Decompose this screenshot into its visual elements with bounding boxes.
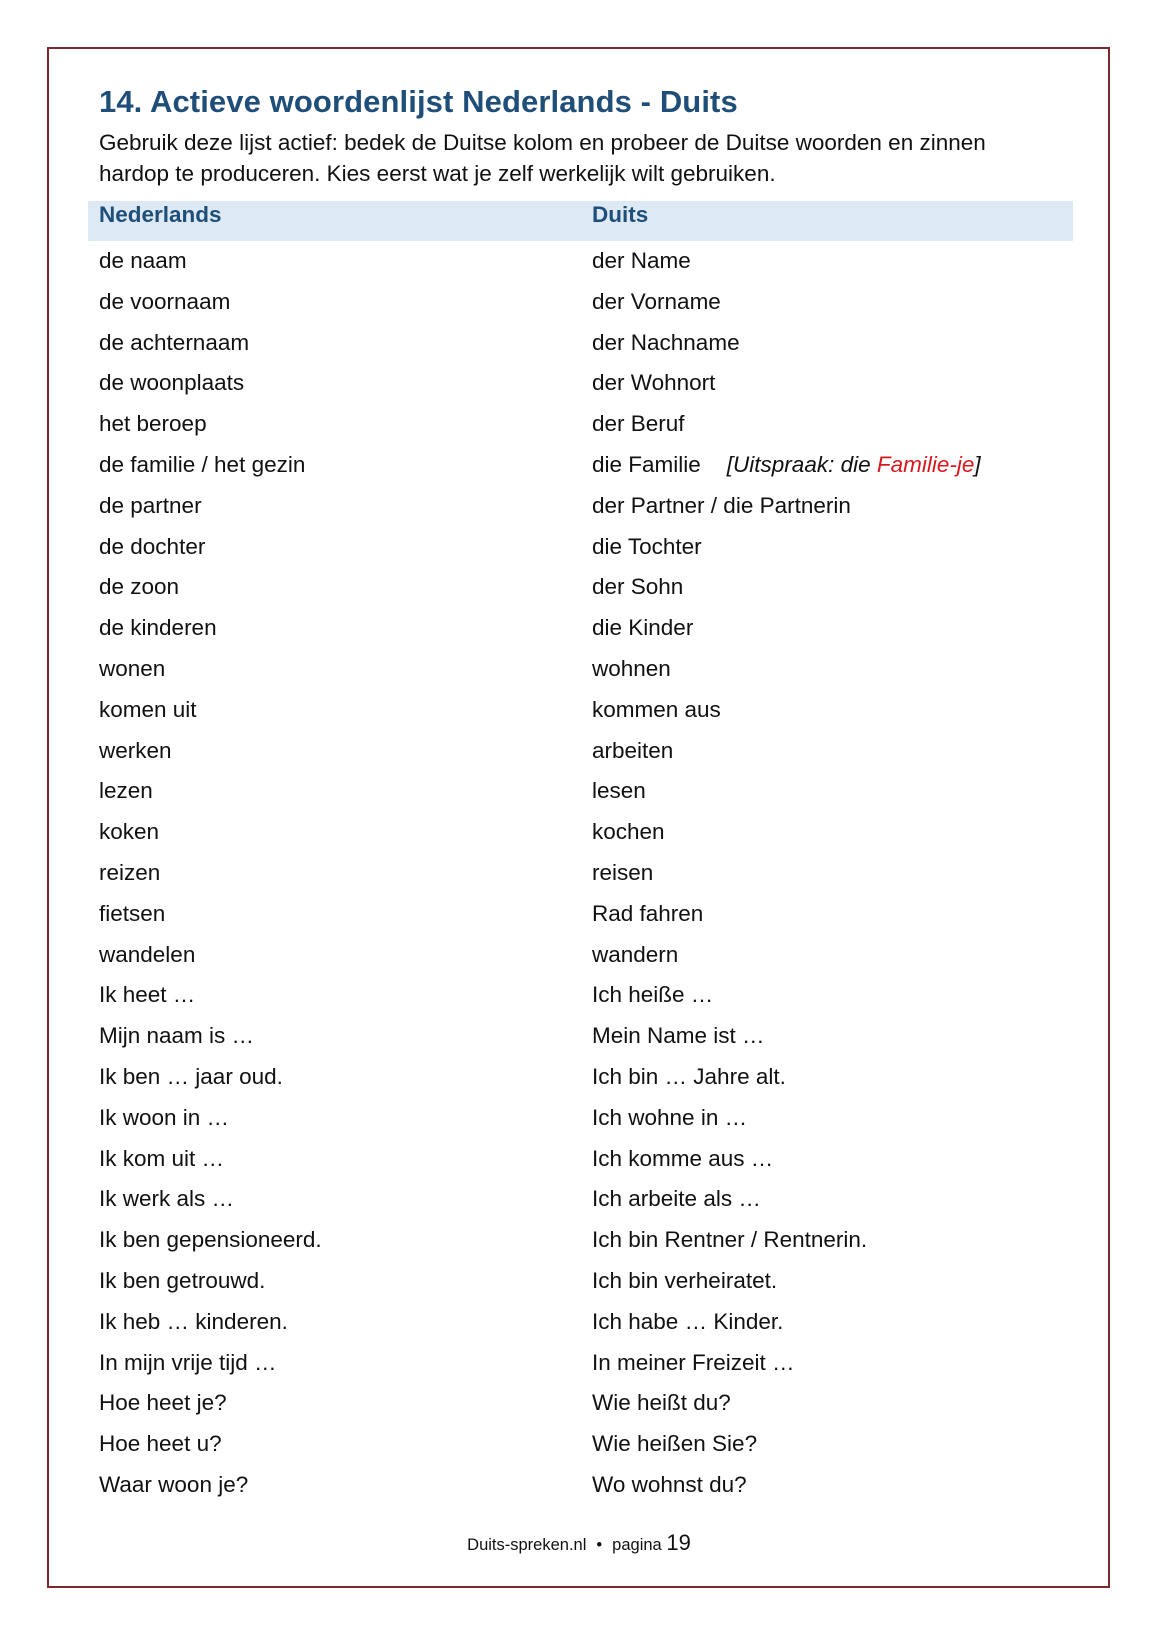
table-row [88,1383,1073,1424]
german-term-text: der Vorname [592,288,721,314]
dutch-term: wonen [99,655,166,681]
table-row [88,853,1073,894]
table-row [88,1424,1073,1465]
german-term-text: Ich wohne in … [592,1104,748,1130]
table-row [88,1261,1073,1302]
dutch-term: Mijn naam is … [99,1023,255,1049]
pronunciation-highlight: Familie-je [876,451,975,477]
table-row [88,404,1073,445]
german-term-text: Ich bin … Jahre alt. [592,1063,786,1089]
table-row [88,1139,1073,1180]
german-term-text: der Name [592,248,691,273]
german-term [592,241,691,281]
german-term-text: der Sohn [592,574,684,600]
dutch-term: Hoe heet u? [99,1431,222,1457]
german-term [592,1220,867,1260]
german-term [592,282,721,322]
german-term [592,1343,795,1383]
german-term-text: Wo wohnst du? [592,1471,747,1497]
intro-paragraph: Gebruik deze lijst actief: bedek de Duitse kolom en probeer de Duitse woorden en zinnen hardop te produceren. Kies eerst wat je zelf werkelijk wilt gebruiken. [99,130,986,186]
table-row [88,731,1073,772]
german-term-text: kochen [592,819,665,845]
footer-site: Duits-spreken.nl [467,1536,587,1554]
table-row [88,282,1073,323]
german-term [592,404,685,444]
german-term-text: wandern [592,941,679,967]
german-term [592,1302,783,1342]
german-term [592,1261,777,1301]
german-term-text: der Nachname [592,329,740,355]
german-term [592,1057,786,1097]
table-row [88,690,1073,731]
german-term [592,771,646,811]
page-footer [0,1530,1158,1556]
dutch-term: Ik werk als … [99,1186,235,1212]
table-row [88,1343,1073,1384]
dutch-term: wandelen [99,941,196,967]
german-term [592,363,715,403]
table-row [88,649,1073,690]
table-row [88,1465,1073,1506]
dutch-term: Ik heb … kinderen. [99,1308,288,1334]
footer-page-number: 19 [666,1530,691,1555]
dutch-term: Ik woon in … [99,1104,230,1130]
german-term-text: Ich bin verheiratet. [592,1267,778,1293]
dutch-term: Ik heet … [99,982,196,1008]
column-header-dutch: Nederlands [99,202,222,227]
german-term [592,935,678,975]
dutch-term: In mijn vrije tijd … [99,1349,277,1375]
vocabulary-table [88,201,1073,1506]
table-row [88,1302,1073,1343]
german-term-text: Ich arbeite als … [592,1186,761,1212]
german-term-text: der Wohnort [592,370,716,396]
dutch-term: komen uit [99,696,197,722]
table-row [88,527,1073,568]
footer-page-label: pagina [612,1536,662,1554]
dutch-term: de naam [99,248,187,273]
german-term [592,1465,747,1505]
german-term-text: die Tochter [592,533,702,559]
german-term-text: reisen [592,859,654,885]
german-term [592,894,703,934]
german-term [592,1098,747,1138]
dutch-term: de voornaam [99,288,231,314]
german-term [592,1424,757,1464]
german-term-text: Ich bin Rentner / Rentnerin. [592,1227,868,1253]
german-term [592,608,693,648]
german-term [592,1179,761,1219]
table-row [88,567,1073,608]
german-term [592,486,851,526]
german-term-text: wohnen [592,655,671,681]
dutch-term: Ik ben gepensioneerd. [99,1227,322,1253]
german-term-text: die Kinder [592,615,694,641]
pronunciation-note [727,452,981,477]
german-term-text: kommen aus [592,696,721,722]
german-term-text: der Beruf [592,411,685,437]
table-row [88,812,1073,853]
german-term-text: der Partner / die Partnerin [592,492,851,518]
dutch-term: Ik ben … jaar oud. [99,1063,283,1089]
dutch-term: de woonplaats [99,370,245,396]
table-row [88,363,1073,404]
german-term [592,731,673,771]
footer-bullet: • [596,1536,603,1554]
german-term-text: Ich heiße … [592,982,714,1008]
table-row [88,1057,1073,1098]
table-row [88,1220,1073,1261]
german-term-text: Ich habe … Kinder. [592,1308,784,1334]
german-term [592,853,653,893]
german-term-text: Mein Name ist … [592,1023,765,1049]
table-row [88,323,1073,364]
dutch-term: lezen [99,778,153,804]
table-row [88,975,1073,1016]
german-term [592,323,740,363]
german-term [592,690,721,730]
german-term-text: arbeiten [592,737,674,763]
german-term [592,567,683,607]
german-term-text: Wie heißt du? [592,1390,731,1416]
table-row [88,1179,1073,1220]
pronunciation-note-suffix: ] [974,451,981,477]
dutch-term: fietsen [99,900,166,926]
german-term [592,445,981,485]
table-row [88,1016,1073,1057]
german-term [592,527,702,567]
table-row [88,608,1073,649]
table-row [88,486,1073,527]
dutch-term: de dochter [99,533,206,559]
dutch-term: Ik kom uit … [99,1145,225,1171]
table-row [88,1098,1073,1139]
german-term-text: Wie heißen Sie? [592,1431,758,1457]
table-row [88,445,1073,486]
dutch-term: de zoon [99,574,180,600]
table-row [88,771,1073,812]
table-body [88,241,1073,1506]
dutch-term: het beroep [99,411,207,437]
pronunciation-note-prefix: [Uitspraak: die [726,451,877,477]
dutch-term: de kinderen [99,615,217,641]
german-term [592,812,665,852]
table-row [88,894,1073,935]
column-header-german: Duits [592,202,649,227]
dutch-term: werken [99,737,172,763]
german-term [592,1383,731,1423]
german-term-text: lesen [592,778,646,804]
dutch-term: Hoe heet je? [99,1390,227,1416]
dutch-term: koken [99,819,160,845]
dutch-term: de familie / het gezin [99,451,306,477]
page-title: 14. Actieve woordenlijst Nederlands - Duits [99,84,738,119]
german-term [592,975,713,1015]
german-term-text: die Familie [592,451,701,477]
table-row [88,241,1073,282]
dutch-term: de partner [99,492,202,518]
dutch-term: Waar woon je? [99,1471,249,1497]
dutch-term: reizen [99,859,161,885]
dutch-term: de achternaam [99,329,250,355]
table-row [88,935,1073,976]
german-term-text: Ich komme aus … [592,1145,774,1171]
german-term [592,1139,773,1179]
german-term [592,1016,765,1056]
german-term-text: In meiner Freizeit … [592,1349,795,1375]
dutch-term: Ik ben getrouwd. [99,1267,266,1293]
german-term-text: Rad fahren [592,900,704,926]
german-term [592,649,671,689]
table-header [88,201,1073,241]
